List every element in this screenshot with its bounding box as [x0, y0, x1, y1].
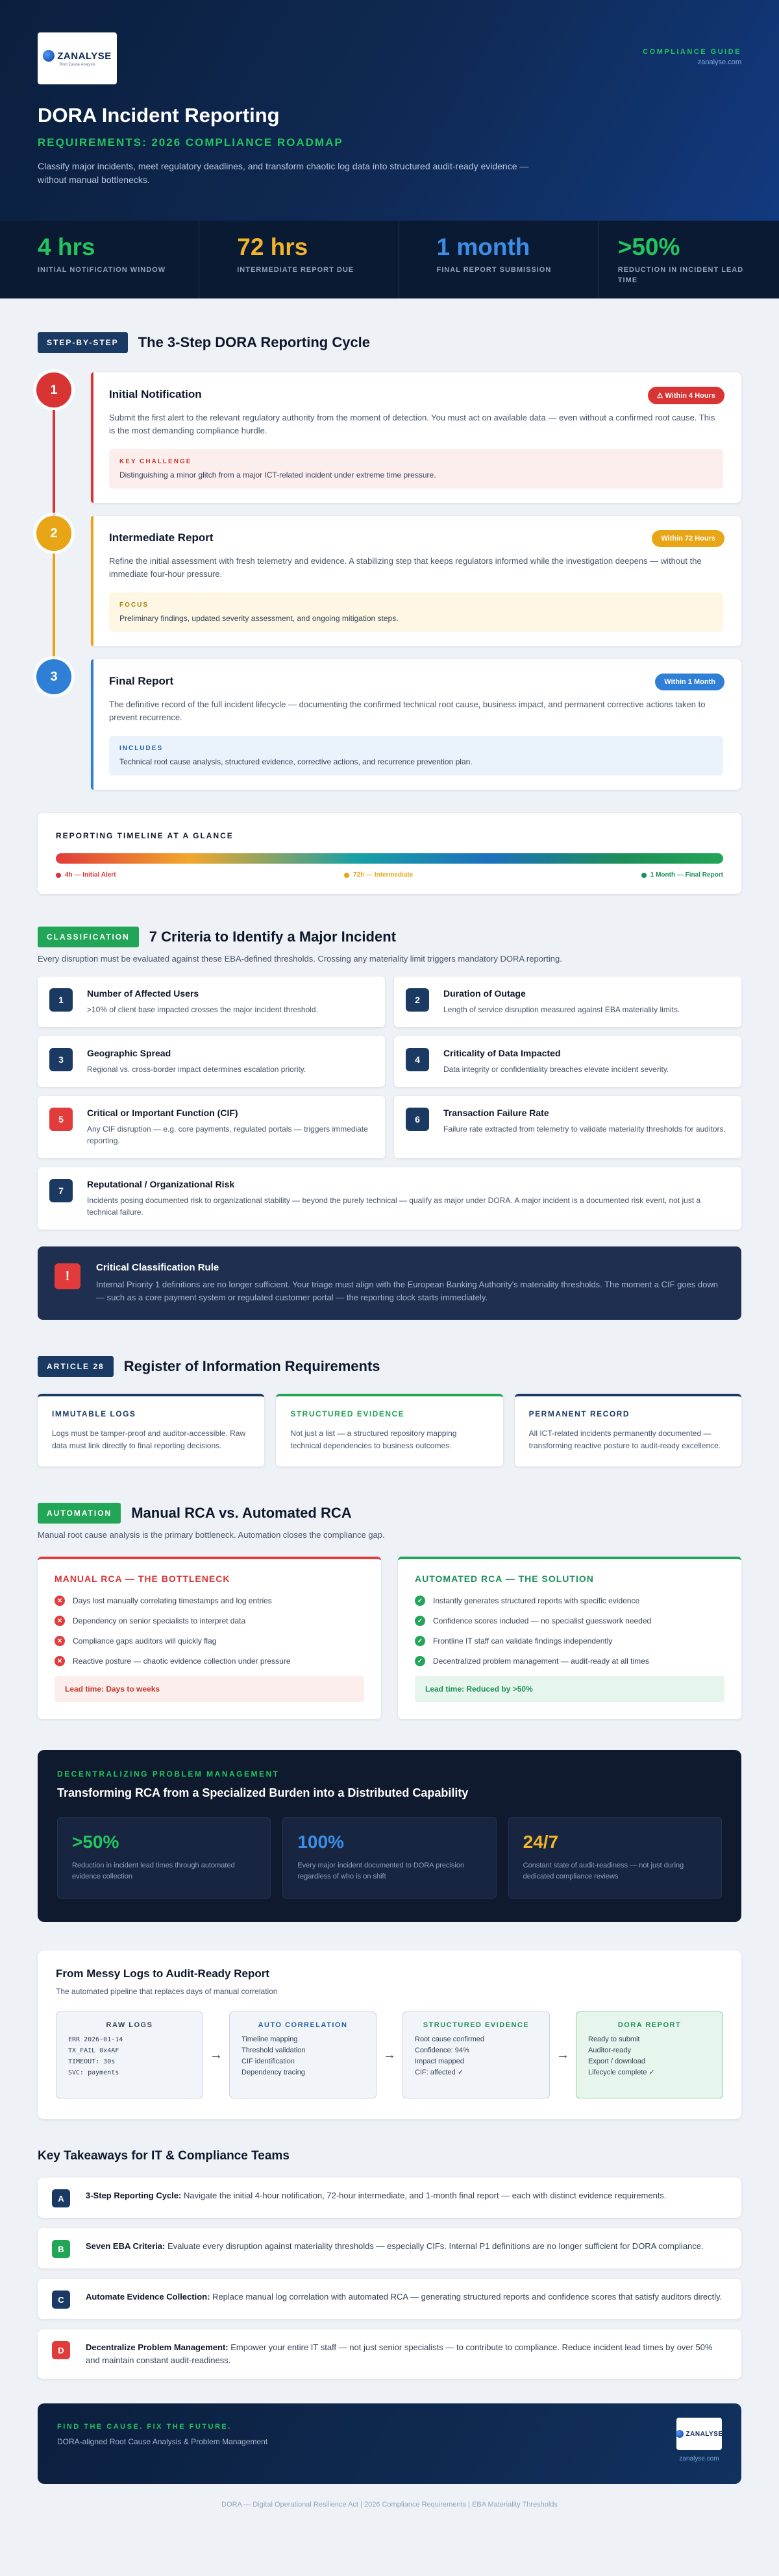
stage-line: Timeline mapping	[241, 2035, 298, 2043]
decentral-metrics	[57, 1817, 722, 1899]
step-desc: Refine the initial assessment with fresh telemetry and evidence. A stabilizing step that keeps regulators informed while the investigation deepens — without the immediate four-hour pressure.	[109, 556, 702, 579]
manual-rca-list	[55, 1596, 364, 1666]
metric-card	[282, 1817, 496, 1899]
criterion-title: Critical or Important Function (CIF)	[87, 1108, 238, 1118]
stage-line: Export / download	[588, 2058, 646, 2065]
criterion-title: Duration of Outage	[443, 988, 526, 999]
criterion-desc: Any CIF disruption — e.g. core payments, regulated portals — triggers immediate reporting.	[87, 1124, 368, 1145]
timeline-label-text: 4h — Initial Alert	[65, 871, 116, 879]
stage-title: STRUCTURED EVIDENCE	[423, 2021, 530, 2029]
criterion-number: 2	[406, 988, 429, 1012]
register-key: STRUCTURED EVIDENCE	[290, 1409, 405, 1418]
rca-list-item	[55, 1596, 364, 1606]
takeaways-section	[0, 2119, 779, 2163]
takeaways-title: Key Takeaways for IT & Compliance Teams	[38, 2149, 290, 2163]
register-pill: ARTICLE 28	[38, 1356, 114, 1377]
auto-rca-card	[398, 1557, 741, 1719]
rca-list-item	[415, 1596, 724, 1606]
criterion-number: 7	[49, 1179, 73, 1202]
rca-item-text: Frontline IT staff can validate findings independently	[433, 1636, 613, 1646]
rca-list-item	[415, 1636, 724, 1646]
step-accent-bar	[91, 516, 93, 646]
takeaway-bold: Decentralize Problem Management:	[86, 2342, 229, 2352]
step-connector	[53, 553, 55, 659]
criterion-desc: Failure rate extracted from telemetry to validate materiality thresholds for auditors.	[443, 1124, 726, 1134]
criterion-title: Number of Affected Users	[87, 988, 199, 999]
decentral-title: Transforming RCA from a Specialized Burden into a Distributed Capability	[57, 1786, 469, 1799]
stat-value: 1 month	[436, 234, 530, 260]
rca-compare	[38, 1557, 741, 1719]
stage-line: CIF: affected ✓	[415, 2069, 464, 2076]
stage-lines	[241, 2034, 364, 2078]
criterion-card	[38, 1167, 741, 1230]
metric-label: Constant state of audit-readiness — not just during dedicated compliance reviews	[523, 1862, 684, 1880]
classification-rule-callout	[38, 1246, 741, 1320]
metric-card	[508, 1817, 722, 1899]
stage-line: Dependency tracing	[241, 2069, 305, 2076]
stage-title: DORA REPORT	[617, 2021, 682, 2029]
stage-lines	[415, 2034, 538, 2078]
arrow-right-icon: →	[210, 2047, 223, 2062]
register-desc: Logs must be tamper-proof and auditor-accessible. Raw data must link directly to final reporting decisions.	[52, 1429, 246, 1450]
rca-list-item	[415, 1656, 724, 1666]
alert-icon: !	[55, 1263, 80, 1289]
brand-logo[interactable]	[38, 32, 117, 84]
timeline-gradient-bar	[56, 853, 723, 864]
stage-lines	[68, 2034, 191, 2078]
check-circle-icon: ✓	[415, 1596, 425, 1606]
automation-heading	[38, 1503, 741, 1524]
page-subtitle: REQUIREMENTS: 2026 COMPLIANCE ROADMAP	[38, 136, 343, 149]
step-card	[50, 516, 741, 646]
x-circle-icon: ✕	[55, 1656, 65, 1666]
footer-logo[interactable]	[676, 2418, 722, 2450]
register-card	[515, 1394, 741, 1466]
footer-sub: DORA-aligned Root Cause Analysis & Problem Management	[57, 2437, 268, 2446]
criterion-card	[38, 1096, 385, 1158]
metric-label: Every major incident documented to DORA precision regardless of who is on shift	[297, 1862, 465, 1880]
metric-value: >50%	[72, 1832, 119, 1852]
x-circle-icon: ✕	[55, 1636, 65, 1646]
register-card	[276, 1394, 502, 1466]
callout-value: Technical root cause analysis, structured evidence, corrective actions, and recurrence prevention plan.	[119, 757, 473, 766]
takeaway-body: Empower your entire IT staff — not just senior specialists — to contribute to compliance. Reduce incident lead times by over 50% and maintain constant audit-readiness.	[86, 2342, 713, 2365]
rca-list-item	[415, 1616, 724, 1626]
register-desc: All ICT-related incidents permanently documented — transforming reactive posture to audit-ready excellence.	[528, 1429, 721, 1450]
pipeline-title: From Messy Logs to Audit-Ready Report	[56, 1967, 270, 1980]
step-callout	[109, 592, 723, 632]
logo-globe-icon	[43, 50, 55, 62]
pipeline-stage	[402, 2011, 550, 2098]
rca-item-text: Reactive posture — chaotic evidence collection under pressure	[73, 1657, 291, 1666]
cycle-pill: STEP-BY-STEP	[38, 332, 128, 353]
stat-item	[599, 221, 779, 298]
pipeline-card	[38, 1950, 741, 2119]
stage-line: Ready to submit	[588, 2035, 640, 2043]
criterion-number: 5	[49, 1108, 73, 1131]
pipeline-stage	[576, 2011, 723, 2098]
x-circle-icon: ✕	[55, 1616, 65, 1626]
criterion-desc: Length of service disruption measured against EBA materiality limits.	[443, 1005, 680, 1014]
step-number: 3	[36, 659, 71, 694]
logo-text: ZANALYSE	[57, 50, 112, 62]
criterion-desc: >10% of client base impacted crosses the major incident threshold.	[87, 1005, 318, 1014]
criterion-card	[394, 1036, 741, 1087]
criterion-desc: Incidents posing documented risk to organizational stability — beyond the purely technical — qualify as major under DORA. A major incident is a documented risk event, not just a technical failure.	[87, 1196, 701, 1217]
step-title: Intermediate Report	[109, 531, 214, 544]
stage-line: TIMEOUT: 30s	[68, 2058, 116, 2065]
register-section	[0, 1320, 779, 1466]
cycle-heading	[38, 332, 741, 353]
step-title: Final Report	[109, 675, 174, 687]
timeline-labels	[56, 871, 723, 879]
brand-url[interactable]: zanalyse.com	[697, 58, 741, 66]
rca-item-text: Instantly generates structured reports with specific evidence	[433, 1596, 640, 1605]
footer-banner	[38, 2403, 741, 2484]
stage-line: Auditor-ready	[588, 2047, 632, 2054]
criteria-sub: Every disruption must be evaluated against these EBA-defined thresholds. Crossing any materiality limit triggers mandatory DORA reporting.	[38, 954, 562, 964]
takeaway-body: Replace manual log correlation with automated RCA — generating structured reports and confidence scores that satisfy auditors directly.	[210, 2292, 723, 2302]
criterion-card	[38, 1036, 385, 1087]
stat-value: 4 hrs	[38, 234, 95, 260]
guide-label: COMPLIANCE GUIDE	[643, 48, 741, 56]
criterion-desc: Data integrity or confidentiality breaches elevate incident severity.	[443, 1065, 669, 1074]
stat-value: >50%	[617, 234, 680, 260]
criterion-card	[38, 977, 385, 1027]
timeline-label	[56, 871, 116, 879]
stage-title: RAW LOGS	[106, 2021, 153, 2029]
timeline-label	[641, 871, 723, 879]
criterion-title: Reputational / Organizational Risk	[87, 1179, 235, 1189]
takeaway-card	[38, 2178, 741, 2218]
timeline-label	[344, 871, 413, 879]
stage-line: Threshold validation	[241, 2047, 306, 2054]
criterion-card	[394, 977, 741, 1027]
stage-line: Lifecycle complete ✓	[588, 2069, 655, 2076]
step-desc: The definitive record of the full incident lifecycle — documenting the confirmed technical root cause, business impact, and permanent corrective actions taken to prevent recurrence.	[109, 699, 706, 722]
manual-rca-card	[38, 1557, 381, 1719]
automation-sub: Manual root cause analysis is the primary bottleneck. Automation closes the compliance gap.	[38, 1530, 385, 1540]
criterion-desc: Regional vs. cross-border impact determines escalation priority.	[87, 1065, 306, 1074]
rca-item-text: Days lost manually correlating timestamps and log entries	[73, 1596, 272, 1605]
takeaway-letter: B	[52, 2240, 70, 2258]
timeline-title: REPORTING TIMELINE AT A GLANCE	[56, 831, 234, 840]
register-title: Register of Information Requirements	[123, 1358, 380, 1374]
takeaway-text	[86, 2189, 726, 2202]
takeaway-bold: 3-Step Reporting Cycle:	[86, 2191, 182, 2200]
stage-line: CIF identification	[241, 2058, 295, 2065]
register-desc: Not just a list — a structured repository mapping technical dependencies to business outcomes.	[290, 1429, 457, 1450]
stage-line: SVC: payments	[68, 2069, 119, 2076]
criteria-title: 7 Criteria to Identify a Major Incident	[149, 929, 396, 945]
register-key: PERMANENT RECORD	[528, 1409, 630, 1418]
stat-label: INITIAL NOTIFICATION WINDOW	[38, 266, 166, 274]
timeline-dot-icon	[56, 873, 61, 878]
stage-line: TX_FAIL 0x4AF	[68, 2047, 119, 2054]
footer-logo-globe-icon	[676, 2430, 684, 2438]
metric-label: Reduction in incident lead times through automated evidence collection	[72, 1862, 235, 1880]
criterion-title: Geographic Spread	[87, 1048, 171, 1058]
register-grid	[38, 1394, 741, 1466]
hero-lead: Classify major incidents, meet regulatory deadlines, and transform chaotic log data into structured audit-ready evidence — without manual bottlenecks.	[38, 161, 529, 185]
auto-rca-list	[415, 1596, 724, 1666]
criteria-pill: CLASSIFICATION	[38, 927, 139, 947]
metric-value: 24/7	[523, 1832, 559, 1852]
step-accent-bar	[91, 372, 93, 503]
footer-url[interactable]: zanalyse.com	[679, 2455, 719, 2462]
check-circle-icon: ✓	[415, 1656, 425, 1666]
rca-list-item	[55, 1656, 364, 1666]
takeaway-text	[86, 2341, 726, 2367]
step-callout	[109, 736, 723, 775]
callout-value: Distinguishing a minor glitch from a major ICT-related incident under extreme time pressure.	[119, 470, 436, 480]
manual-lead-time: Lead time: Days to weeks	[55, 1676, 364, 1702]
register-card	[38, 1394, 264, 1466]
timeline-label-text: 1 Month — Final Report	[650, 871, 723, 879]
x-circle-icon: ✕	[55, 1596, 65, 1606]
criterion-number: 3	[49, 1048, 73, 1071]
logo-tagline: Root Cause Analysis	[59, 63, 95, 67]
criterion-card	[394, 1096, 741, 1158]
step-connector	[53, 410, 55, 516]
step-deadline-badge: Within 1 Month	[655, 674, 724, 690]
register-heading	[38, 1356, 741, 1377]
arrow-right-icon: →	[383, 2047, 396, 2062]
criteria-heading	[38, 927, 741, 947]
manual-rca-title: MANUAL RCA — THE BOTTLENECK	[55, 1574, 230, 1584]
auto-rca-title: AUTOMATED RCA — THE SOLUTION	[415, 1574, 594, 1584]
step-number: 2	[36, 516, 71, 551]
criterion-number: 4	[406, 1048, 429, 1071]
takeaway-card	[38, 2329, 741, 2379]
timeline-dot-icon	[641, 873, 647, 878]
takeaways-list	[0, 2178, 779, 2379]
takeaway-card	[38, 2228, 741, 2268]
takeaway-text	[86, 2290, 726, 2303]
stage-line: Confidence: 94%	[415, 2047, 469, 2054]
metric-card	[57, 1817, 271, 1899]
callout-key: INCLUDES	[119, 745, 164, 752]
reporting-cycle-section	[0, 298, 779, 790]
automation-title: Manual RCA vs. Automated RCA	[131, 1505, 352, 1521]
takeaway-letter: D	[52, 2341, 70, 2359]
stat-item	[0, 221, 199, 298]
pipeline-flow	[56, 2011, 723, 2098]
decentralizing-panel	[38, 1750, 741, 1922]
pipeline-sub: The automated pipeline that replaces days of manual correlation	[56, 1987, 278, 1996]
stage-line: Root cause confirmed	[415, 2035, 484, 2043]
step-callout	[109, 449, 723, 489]
rule-title: Critical Classification Rule	[96, 1262, 219, 1273]
criterion-number: 6	[406, 1108, 429, 1131]
takeaway-letter: C	[52, 2290, 70, 2309]
auto-lead-time: Lead time: Reduced by >50%	[415, 1676, 724, 1702]
rca-list-item	[55, 1636, 364, 1646]
timeline-label-text: 72h — Intermediate	[353, 871, 414, 879]
check-circle-icon: ✓	[415, 1616, 425, 1626]
register-key: IMMUTABLE LOGS	[52, 1409, 136, 1418]
hero-header	[0, 0, 779, 221]
stat-value: 72 hrs	[237, 234, 308, 260]
pipeline-stage	[56, 2011, 203, 2098]
stage-line: Impact mapped	[415, 2058, 464, 2065]
page-title: DORA Incident Reporting	[38, 104, 280, 127]
rca-item-text: Confidence scores included — no specialist guesswork needed	[433, 1616, 652, 1625]
rca-item-text: Dependency on senior specialists to interpret data	[73, 1616, 246, 1625]
stage-title: AUTO CORRELATION	[258, 2021, 348, 2029]
criterion-title: Criticality of Data Impacted	[443, 1048, 561, 1058]
arrow-right-icon: →	[556, 2047, 569, 2062]
stat-item	[199, 221, 399, 298]
stage-lines	[588, 2034, 711, 2078]
timeline-card	[38, 813, 741, 894]
timeline-dot-icon	[344, 873, 349, 878]
step-card	[50, 372, 741, 503]
step-desc: Submit the first alert to the relevant regulatory authority from the moment of detection. You must act on available data — even without a confirmed root cause. This is the most demanding compliance hurdle.	[109, 413, 715, 435]
rca-list-item	[55, 1616, 364, 1626]
stat-label: FINAL REPORT SUBMISSION	[436, 266, 552, 274]
criteria-section	[0, 894, 779, 1230]
footer-logo-text: ZANALYSE	[686, 2430, 723, 2438]
logo-mark	[43, 50, 111, 62]
step-card	[50, 659, 741, 790]
decentral-kicker: DECENTRALIZING PROBLEM MANAGEMENT	[57, 1769, 280, 1779]
check-circle-icon: ✓	[415, 1636, 425, 1646]
callout-value: Preliminary findings, updated severity assessment, and ongoing mitigation steps.	[119, 614, 399, 623]
callout-key: KEY CHALLENGE	[119, 458, 192, 465]
footer-logo-block	[676, 2418, 722, 2462]
automation-pill: AUTOMATION	[38, 1503, 121, 1524]
step-deadline-badge: Within 72 Hours	[652, 530, 724, 547]
steps-list	[38, 372, 741, 790]
takeaway-text	[86, 2240, 726, 2253]
takeaway-card	[38, 2279, 741, 2319]
step-title: Initial Notification	[109, 388, 202, 400]
footer-kicker: FIND THE CAUSE. FIX THE FUTURE.	[57, 2423, 232, 2431]
step-deadline-badge: ⚠ Within 4 Hours	[648, 387, 724, 404]
takeaway-bold: Seven EBA Criteria:	[86, 2241, 166, 2251]
takeaway-letter: A	[52, 2189, 70, 2207]
takeaway-body: Evaluate every disruption against materiality thresholds — especially CIFs. Internal P1 definitions are no longer sufficient for DORA compliance.	[165, 2241, 704, 2251]
rca-item-text: Compliance gaps auditors will quickly flag	[73, 1636, 217, 1646]
stat-label: REDUCTION IN INCIDENT LEAD TIME	[617, 266, 744, 284]
rule-desc: Internal Priority 1 definitions are no longer sufficient. Your triage must align with the European Banking Authority's materiality thresholds. The moment a CIF goes down — such as a core payment system or regulated customer portal — the reporting clock starts immediately.	[96, 1280, 719, 1302]
step-number: 1	[36, 372, 71, 407]
pipeline-stage	[229, 2011, 377, 2098]
takeaway-bold: Automate Evidence Collection:	[86, 2292, 210, 2302]
stat-label: INTERMEDIATE REPORT DUE	[237, 266, 354, 274]
rca-item-text: Decentralized problem management — audit-ready at all times	[433, 1657, 649, 1666]
metric-value: 100%	[297, 1832, 344, 1852]
criteria-grid	[38, 977, 741, 1230]
stats-bar	[0, 221, 779, 298]
step-accent-bar	[91, 659, 93, 790]
stage-line: ERR 2026-01-14	[68, 2036, 123, 2043]
stat-item	[399, 221, 599, 298]
automation-section	[0, 1466, 779, 1719]
callout-key: FOCUS	[119, 601, 149, 609]
criterion-title: Transaction Failure Rate	[443, 1108, 549, 1118]
bottom-caption: DORA — Digital Operational Resilience Act | 2026 Compliance Requirements | EBA Materiality Thresholds	[221, 2501, 558, 2509]
cycle-title: The 3-Step DORA Reporting Cycle	[138, 334, 371, 350]
takeaway-body: Navigate the initial 4-hour notification, 72-hour intermediate, and 1-month final report — each with distinct evidence requirements.	[181, 2191, 667, 2200]
footer-logo-mark	[676, 2430, 723, 2438]
guide-label-block	[643, 48, 741, 66]
criterion-number: 1	[49, 988, 73, 1012]
